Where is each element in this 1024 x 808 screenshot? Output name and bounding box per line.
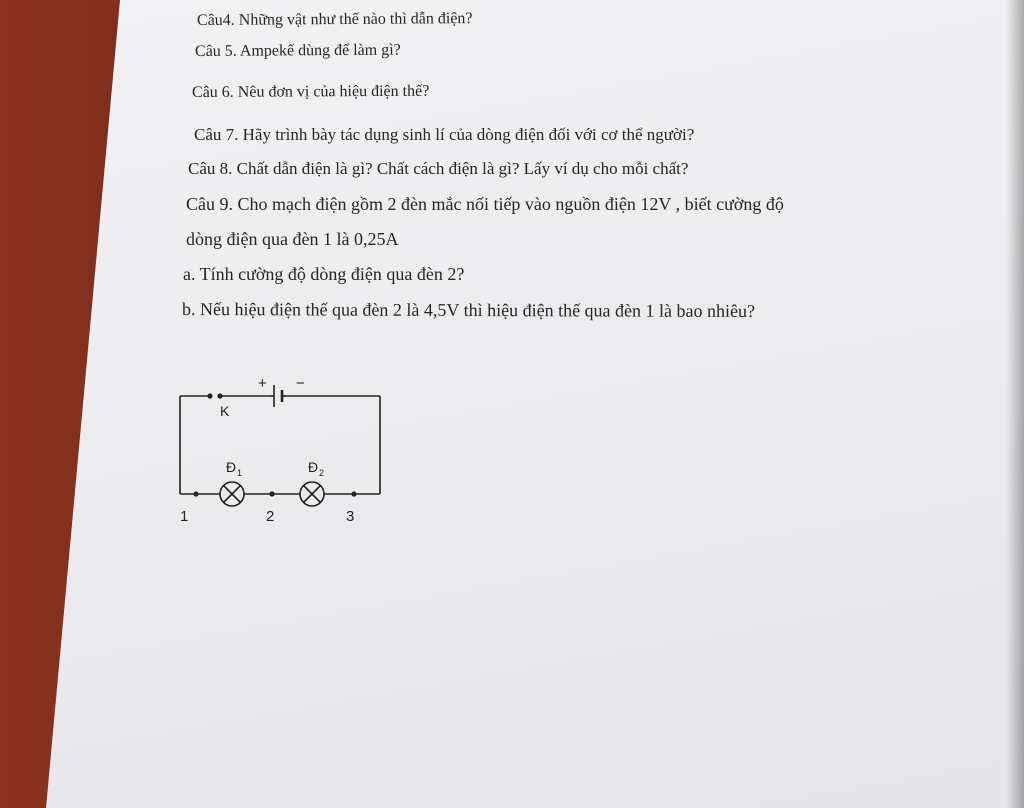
question-9-line-1: Câu 9. Cho mạch điện gồm 2 đèn mắc nối tiếp vào nguồn điện 12V , biết cường độ xyxy=(186,194,784,214)
node-3-label: 3 xyxy=(346,508,355,525)
question-8: Câu 8. Chất dẫn điện là gì? Chất cách điện là gì? Lấy ví dụ cho mỗi chất? xyxy=(188,159,689,178)
battery-plus-label: + xyxy=(258,375,267,392)
lamp-2-label: Đ xyxy=(308,459,319,475)
switch-contact-right xyxy=(217,393,222,398)
question-5: Câu 5. Ampekế dùng để làm gì? xyxy=(194,41,401,60)
question-7: Câu 7. Hãy trình bày tác dụng sinh lí của dòng điện đối với cơ thể người? xyxy=(194,125,695,144)
circuit-diagram xyxy=(160,366,400,536)
node-3-dot xyxy=(351,491,356,496)
question-9-part-a: a. Tính cường độ dòng điện qua đèn 2? xyxy=(183,264,465,284)
node-1-label: 1 xyxy=(180,508,189,525)
question-4: Câu4. Những vật như thế nào thì dẫn điện? xyxy=(196,10,473,29)
battery-minus-label: − xyxy=(296,375,305,392)
question-9-part-b: b. Nếu hiệu điện thế qua đèn 2 là 4,5V thì hiệu điện thế qua đèn 1 là bao nhiêu? xyxy=(181,299,756,322)
lamp-1-subscript: 1 xyxy=(237,468,243,478)
question-6: Câu 6. Nêu đơn vị của hiệu điện thế? xyxy=(191,82,430,101)
lamp-1-label: Đ xyxy=(226,459,237,475)
node-1-dot xyxy=(193,491,198,496)
node-2-dot xyxy=(269,491,274,496)
lamp-2-subscript: 2 xyxy=(319,468,325,478)
switch-label: K xyxy=(220,403,230,419)
paper-edge-shadow xyxy=(1006,0,1024,808)
question-9-line-2: dòng điện qua đèn 1 là 0,25A xyxy=(186,229,399,249)
switch-contact-left xyxy=(207,393,212,398)
node-2-label: 2 xyxy=(266,508,275,525)
